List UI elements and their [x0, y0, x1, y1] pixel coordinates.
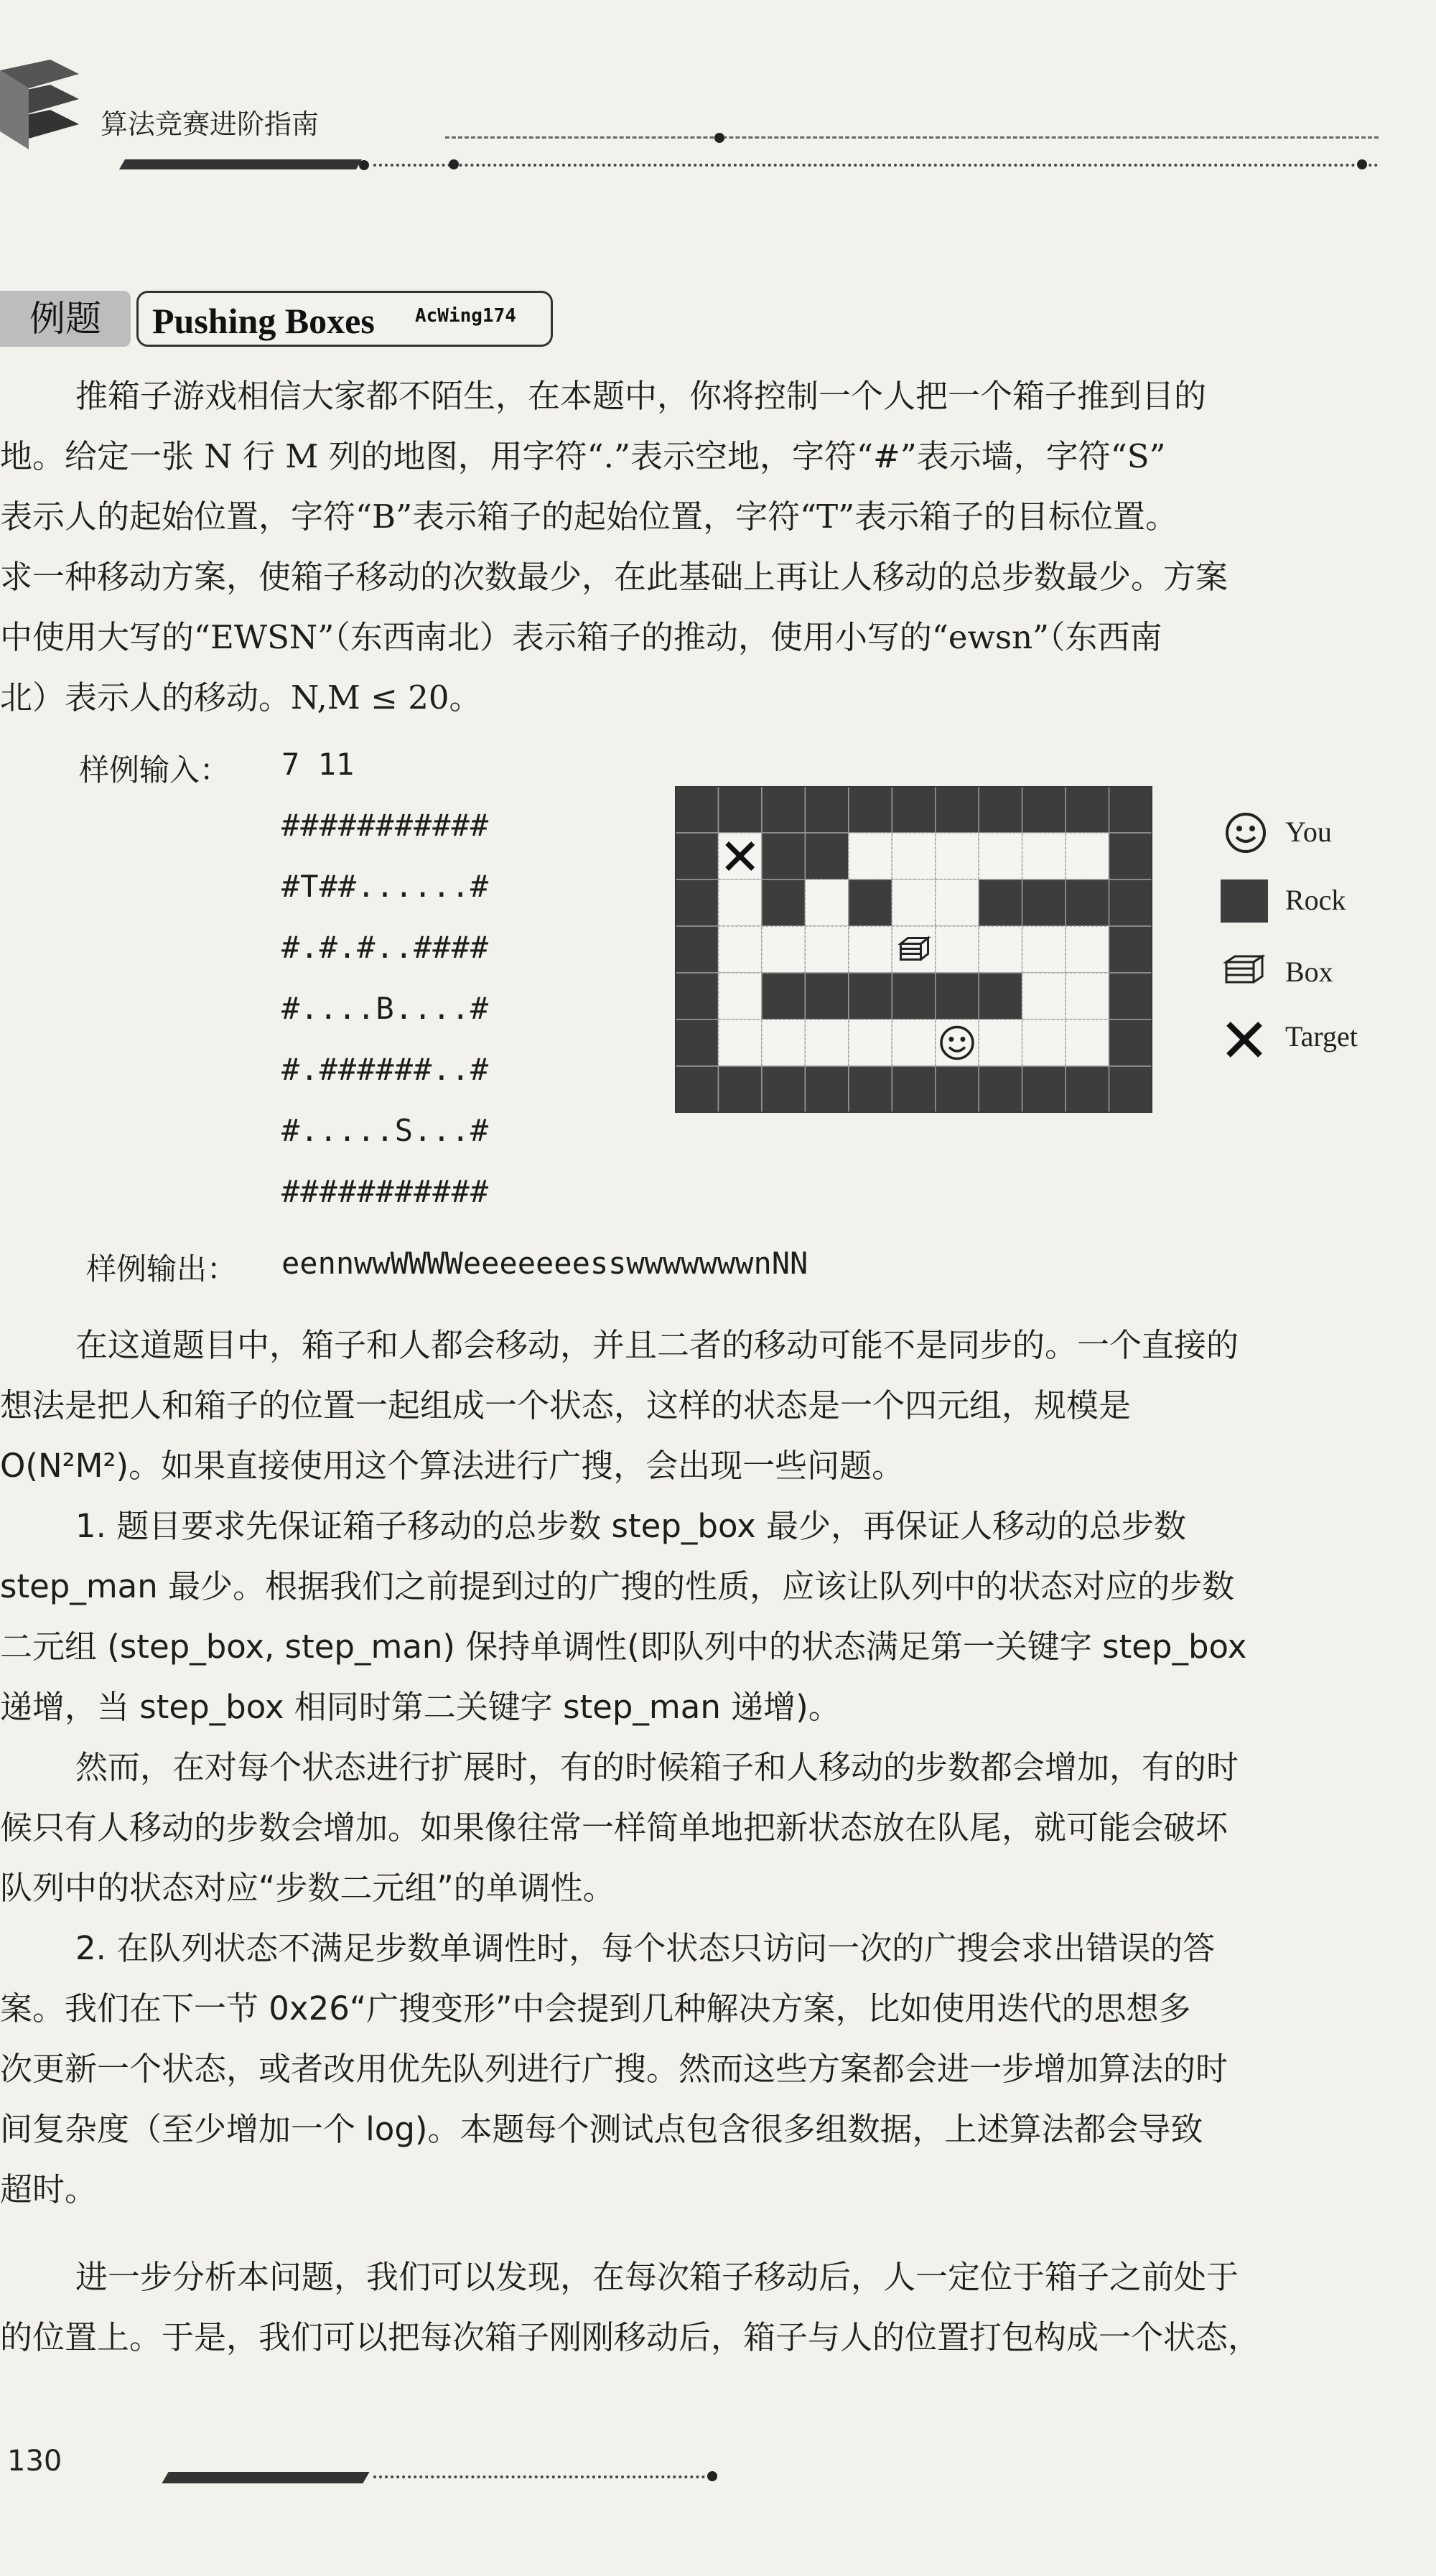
rock-cell: [675, 833, 718, 879]
rock-cell: [718, 786, 761, 833]
sample-map-line: ###########: [281, 808, 490, 843]
text-line: 想法是把人和箱子的位置一起组成一个状态，这样的状态是一个四元组，规模是: [0, 1386, 1132, 1424]
body-paragraph: [0, 1737, 1393, 1918]
sample-output-label: 样例输出：: [86, 1251, 238, 1287]
rock-cell: [1022, 786, 1066, 833]
header-dotted-rule: [373, 164, 1379, 167]
text-line: 案。我们在下一节 0x26“广搜变形”中会提到几种解决方案，比如使用迭代的思想多: [0, 1989, 1191, 2027]
empty-cell: [936, 879, 979, 926]
you-smiley-eye: [948, 1037, 954, 1042]
text-line: 队列中的状态对应“步数二元组”的单调性。: [0, 1869, 615, 1907]
footer-bar: [162, 2472, 369, 2483]
page-number: 130: [7, 2445, 62, 2478]
body-paragraph: [0, 1315, 1393, 1496]
empty-cell: [718, 1019, 761, 1066]
header-rule: [445, 136, 1379, 139]
empty-cell: [1066, 833, 1109, 879]
sample-map-line: #.#.#..####: [281, 930, 490, 965]
example-label: 例题: [0, 291, 131, 347]
rock-cell: [675, 786, 718, 833]
you-smiley-eye: [960, 1037, 965, 1042]
legend-label: Box: [1285, 956, 1333, 988]
text-line: 地。给定一张 N 行 M 列的地图，用字符“.”表示空地，字符“#”表示墙，字符“S”: [0, 437, 1166, 475]
rock-square-icon: [1221, 879, 1268, 923]
rock-cell: [762, 786, 805, 833]
rock-cell: [892, 973, 935, 1019]
text-line: 1. 题目要求先保证箱子移动的总步数 step_box 最少，再保证人移动的总步数: [75, 1507, 1187, 1545]
sample-map-line: #T##......#: [281, 869, 490, 904]
text-line: 推箱子游戏相信大家都不陌生，在本题中，你将控制一个人把一个箱子推到目的: [75, 377, 1207, 415]
empty-cell: [762, 926, 805, 973]
problem-description: [0, 366, 1393, 728]
rock-cell: [762, 879, 805, 926]
text-line: 进一步分析本问题，我们可以发现，在每次箱子移动后，人一定位于箱子之前处于: [75, 2258, 1239, 2296]
empty-cell: [1022, 833, 1066, 879]
empty-cell: [849, 833, 892, 879]
rock-cell: [1022, 879, 1066, 926]
rock-cell: [1109, 879, 1152, 926]
header-dot: [359, 160, 369, 170]
sample-input-label: 样例输入：: [79, 752, 230, 788]
rock-cell: [718, 1066, 761, 1113]
text-line: 的位置上。于是，我们可以把每次箱子刚刚移动后，箱子与人的位置打包构成一个状态，: [0, 2318, 1261, 2356]
book-title: 算法竞赛进阶指南: [101, 108, 320, 140]
empty-cell: [718, 926, 761, 973]
rock-cell: [1066, 786, 1109, 833]
rock-cell: [1109, 1019, 1152, 1066]
rock-cell: [936, 1066, 979, 1113]
empty-cell: [1066, 973, 1109, 1019]
rock-cell: [675, 879, 718, 926]
text-line: 然而，在对每个状态进行扩展时，有的时候箱子和人移动的步数都会增加，有的时: [75, 1748, 1239, 1786]
rock-cell: [805, 1066, 848, 1113]
footer-dotted-rule: [373, 2475, 711, 2478]
text-line: 超时。: [0, 2170, 98, 2208]
rock-cell: [936, 973, 979, 1019]
text-line: 间复杂度（至少增加一个 log)。本题每个测试点包含很多组数据，上述算法都会导致: [0, 2110, 1203, 2148]
empty-cell: [936, 833, 979, 879]
empty-cell: [849, 1019, 892, 1066]
rock-cell: [849, 973, 892, 1019]
sample-map-line: ###########: [281, 1174, 490, 1209]
rock-cell: [675, 1019, 718, 1066]
book-logo-icon: [0, 56, 79, 164]
empty-cell: [1022, 1019, 1066, 1066]
text-line: 求一种移动方案，使箱子移动的次数最少，在此基础上再让人移动的总步数最少。方案: [0, 558, 1228, 596]
empty-cell: [1066, 926, 1109, 973]
rock-cell: [1109, 786, 1152, 833]
header-bar: [119, 159, 362, 169]
empty-cell: [979, 833, 1022, 879]
rock-cell: [849, 879, 892, 926]
text-line: 二元组 (step_box, step_man) 保持单调性(即队列中的状态满足第一关键字 step_box: [0, 1628, 1247, 1666]
rock-cell: [805, 833, 848, 879]
empty-cell: [762, 1019, 805, 1066]
map-figure: [675, 786, 1152, 1113]
rock-cell: [979, 879, 1022, 926]
body-paragraph: [0, 2247, 1393, 2368]
sample-input-size: 7 11: [281, 747, 355, 782]
empty-cell: [805, 1019, 848, 1066]
rock-cell: [675, 926, 718, 973]
empty-cell: [979, 926, 1022, 973]
sample-map-line: #.....S...#: [281, 1113, 490, 1148]
empty-cell: [718, 973, 761, 1019]
rock-cell: [936, 786, 979, 833]
text-line: 候只有人移动的步数会增加。如果像往常一样简单地把新状态放在队尾，就可能会破坏: [0, 1809, 1228, 1847]
rock-cell: [892, 1066, 935, 1113]
text-line: 递增，当 step_box 相同时第二关键字 step_man 递增)。: [0, 1688, 841, 1726]
sample-output: eennwwWWWWeeeeeeesswwwwwwwnNN: [281, 1246, 808, 1281]
text-line: 2. 在队列状态不满足步数单调性时，每个状态只访问一次的广搜会求出错误的答: [75, 1929, 1216, 1967]
problem-name: Pushing Boxes: [152, 301, 375, 341]
text-line: 表示人的起始位置，字符“B”表示箱子的起始位置，字符“T”表示箱子的目标位置。: [0, 498, 1178, 536]
text-line: 北）表示人的移动。N,M ≤ 20。: [0, 678, 482, 717]
empty-cell: [892, 879, 935, 926]
rock-cell: [849, 1066, 892, 1113]
rock-cell: [979, 1066, 1022, 1113]
empty-cell: [892, 1019, 935, 1066]
text-line: step_man 最少。根据我们之前提到过的广搜的性质，应该让队列中的状态对应的步数: [0, 1567, 1235, 1605]
empty-cell: [805, 926, 848, 973]
empty-cell: [936, 926, 979, 973]
cross-icon: [1224, 1019, 1264, 1060]
rock-cell: [805, 786, 848, 833]
rock-cell: [675, 1066, 718, 1113]
rock-cell: [849, 786, 892, 833]
box-icon: [1222, 953, 1265, 986]
rock-cell: [1109, 833, 1152, 879]
footer-dot: [707, 2471, 717, 2481]
rock-cell: [1109, 926, 1152, 973]
text-line: 中使用大写的“EWSN”（东西南北）表示箱子的推动，使用小写的“ewsn”（东西南: [0, 618, 1162, 656]
rock-cell: [675, 973, 718, 1019]
empty-cell: [1022, 926, 1066, 973]
text-line: O(N²M²)。如果直接使用这个算法进行广搜，会出现一些问题。: [0, 1447, 905, 1485]
body-paragraph: [0, 1918, 1393, 2220]
header-dot: [1357, 159, 1367, 169]
smiley-icon: [1224, 811, 1267, 854]
rock-cell: [1066, 1066, 1109, 1113]
legend-label: You: [1285, 816, 1332, 848]
rock-cell: [1066, 879, 1109, 926]
text-line: 次更新一个状态，或者改用优先队列进行广搜。然而这些方案都会进一步增加算法的时: [0, 2050, 1228, 2088]
empty-cell: [1066, 1019, 1109, 1066]
rock-cell: [762, 833, 805, 879]
empty-cell: [892, 833, 935, 879]
rock-cell: [762, 973, 805, 1019]
empty-cell: [805, 879, 848, 926]
rock-cell: [979, 786, 1022, 833]
body-paragraph: [0, 1496, 1393, 1737]
empty-cell: [979, 1019, 1022, 1066]
rock-cell: [805, 973, 848, 1019]
header-dot: [449, 159, 459, 169]
rock-cell: [892, 786, 935, 833]
rock-cell: [762, 1066, 805, 1113]
empty-cell: [1022, 973, 1066, 1019]
legend-label: Target: [1285, 1020, 1358, 1053]
empty-cell: [718, 879, 761, 926]
sample-map-line: #....B....#: [281, 991, 490, 1026]
header-dot: [714, 133, 724, 143]
legend-label: Rock: [1285, 884, 1346, 916]
text-line: 在这道题目中，箱子和人都会移动，并且二者的移动可能不是同步的。一个直接的: [75, 1326, 1239, 1364]
empty-cell: [849, 926, 892, 973]
rock-cell: [1109, 1066, 1152, 1113]
sample-map-line: #.######..#: [281, 1052, 490, 1087]
rock-cell: [979, 973, 1022, 1019]
rock-cell: [1022, 1066, 1066, 1113]
problem-source: AcWing174: [415, 305, 516, 327]
rock-cell: [1109, 973, 1152, 1019]
